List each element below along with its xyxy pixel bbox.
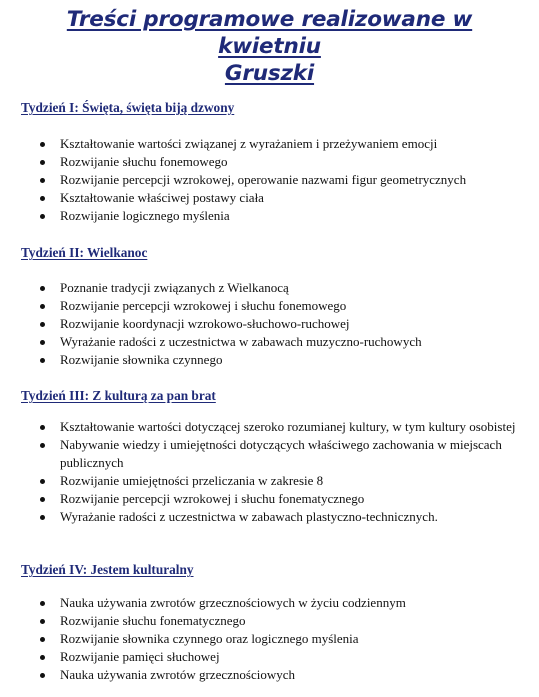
bullet-list <box>21 594 521 684</box>
bullet-icon <box>40 443 45 448</box>
list-item-text: Wyrażanie radości z uczestnictwa w zabawach muzyczno-ruchowych <box>60 334 422 349</box>
bullet-list <box>21 135 521 225</box>
bullet-icon <box>40 425 45 430</box>
bullet-icon <box>40 497 45 502</box>
document-title-line-2: Gruszki <box>224 61 315 86</box>
list-item-text: Nauka używania zwrotów grzecznościowych <box>60 667 295 682</box>
bullet-icon <box>40 358 45 363</box>
list-item <box>21 333 521 351</box>
bullet-icon <box>40 142 45 147</box>
list-item-text: Poznanie tradycji związanych z Wielkanocą <box>60 280 289 295</box>
list-item-text: Rozwijanie percepcji wzrokowej i słuchu fonematycznego <box>60 491 365 506</box>
list-item-text: Rozwijanie percepcji wzrokowej, operowanie nazwami figur geometrycznych <box>60 172 467 187</box>
bullet-icon <box>40 178 45 183</box>
list-item-text: Wyrażanie radości z uczestnictwa w zabawach plastyczno-technicznych. <box>60 509 438 524</box>
list-item <box>21 648 521 666</box>
bullet-icon <box>40 304 45 309</box>
list-item <box>21 171 521 189</box>
list-item <box>21 666 521 684</box>
list-item-text: Rozwijanie logicznego myślenia <box>60 208 230 223</box>
list-item-text: Nauka używania zwrotów grzecznościowych w życiu codziennym <box>60 595 406 610</box>
list-item <box>21 472 521 490</box>
bullet-icon <box>40 601 45 606</box>
document-title <box>20 6 519 87</box>
list-item <box>21 135 521 153</box>
bullet-icon <box>40 322 45 327</box>
bullet-icon <box>40 515 45 520</box>
bullet-list <box>21 279 521 369</box>
list-item-text: Kształtowanie wartości związanej z wyrażaniem i przeżywaniem emocji <box>60 136 438 151</box>
list-item <box>21 418 521 436</box>
list-item-text: Rozwijanie umiejętności przeliczania w zakresie 8 <box>60 473 324 488</box>
list-item <box>21 207 521 225</box>
document-title-line-1: Treści programowe realizowane w kwietniu <box>66 7 473 59</box>
list-item-text: Rozwijanie percepcji wzrokowej i słuchu fonemowego <box>60 298 347 313</box>
list-item <box>21 630 521 648</box>
bullet-icon <box>40 479 45 484</box>
list-item <box>21 612 521 630</box>
list-item <box>21 297 521 315</box>
list-item <box>21 315 521 333</box>
bullet-icon <box>40 214 45 219</box>
bullet-icon <box>40 619 45 624</box>
list-item <box>21 279 521 297</box>
bullet-icon <box>40 160 45 165</box>
list-item-text: Rozwijanie koordynacji wzrokowo-słuchowo-ruchowej <box>60 316 350 331</box>
bullet-list <box>21 418 521 526</box>
bullet-icon <box>40 655 45 660</box>
list-item-text: Rozwijanie słownika czynnego <box>60 352 223 367</box>
section-heading: Tydzień III: Z kulturą za pan brat <box>21 388 216 403</box>
bullet-icon <box>40 673 45 678</box>
list-item <box>21 490 521 508</box>
section-heading: Tydzień IV: Jestem kulturalny <box>21 562 194 577</box>
list-item-text: Nabywanie wiedzy i umiejętności dotyczących właściwego zachowania w miejscach publicznych <box>60 437 502 470</box>
section-week-2 <box>21 245 521 369</box>
list-item <box>21 189 521 207</box>
section-week-1 <box>21 100 521 225</box>
list-item-text: Kształtowanie wartości dotyczącej szeroko rozumianej kultury, w tym kultury osobistej <box>60 419 516 434</box>
list-item-text: Rozwijanie słuchu fonemowego <box>60 154 228 169</box>
list-item-text: Rozwijanie słownika czynnego oraz logicznego myślenia <box>60 631 359 646</box>
section-week-3 <box>21 388 521 526</box>
section-heading: Tydzień I: Święta, święta biją dzwony <box>21 100 235 115</box>
bullet-icon <box>40 340 45 345</box>
section-heading: Tydzień II: Wielkanoc <box>21 245 148 260</box>
list-item <box>21 436 521 472</box>
list-item <box>21 508 521 526</box>
list-item-text: Rozwijanie słuchu fonematycznego <box>60 613 246 628</box>
list-item <box>21 153 521 171</box>
list-item-text: Rozwijanie pamięci słuchowej <box>60 649 220 664</box>
list-item <box>21 351 521 369</box>
bullet-icon <box>40 286 45 291</box>
list-item <box>21 594 521 612</box>
bullet-icon <box>40 637 45 642</box>
bullet-icon <box>40 196 45 201</box>
section-week-4 <box>21 562 521 684</box>
list-item-text: Kształtowanie właściwej postawy ciała <box>60 190 264 205</box>
